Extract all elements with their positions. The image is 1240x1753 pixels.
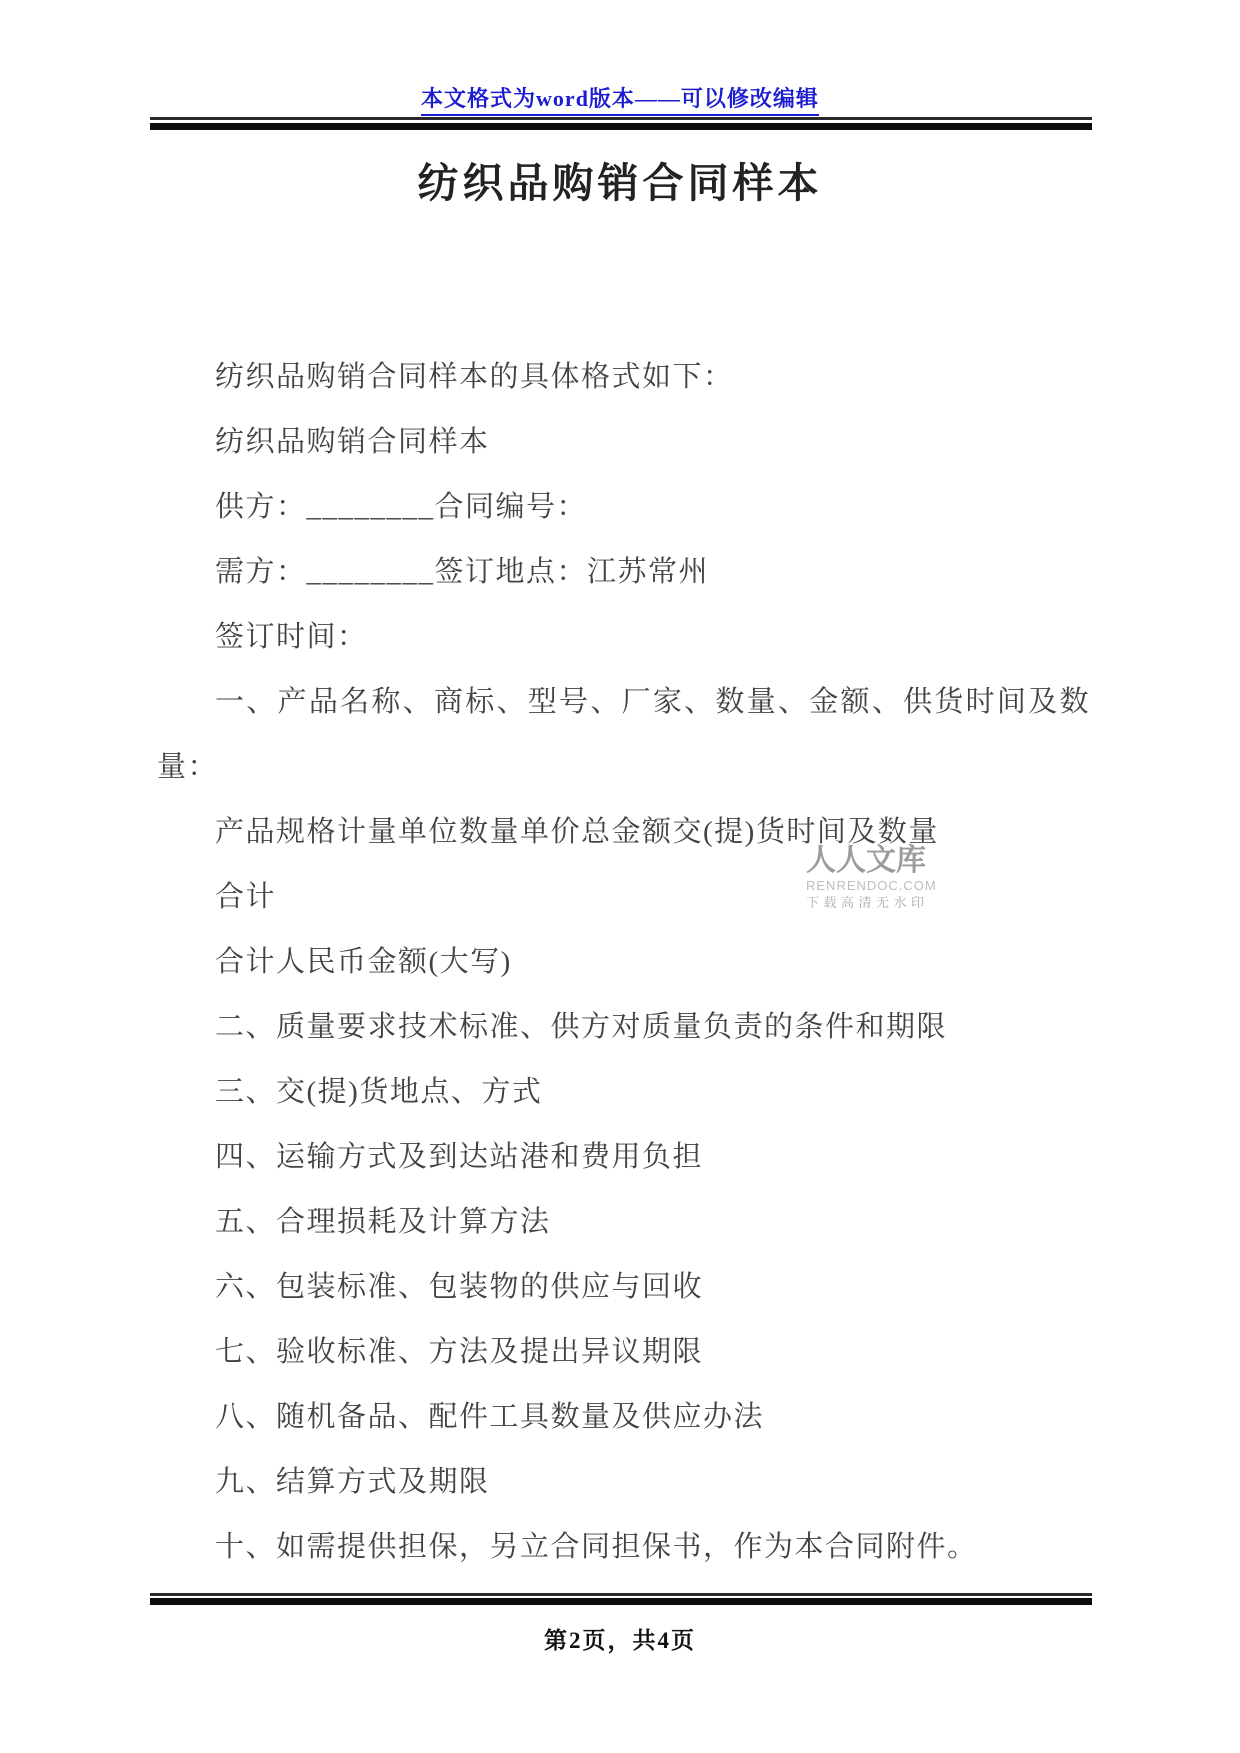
paragraph-line: 合计人民币金额(大写) (215, 946, 512, 978)
paragraph-line: 七、验收标准、方法及提出异议期限 (215, 1336, 704, 1368)
document-body (157, 345, 1090, 1580)
paragraph-line: 供方：________合同编号： (215, 491, 588, 523)
paragraph-line: 三、交(提)货地点、方式 (215, 1076, 543, 1108)
header (0, 82, 1240, 116)
watermark (806, 844, 937, 910)
paragraph-line: 九、结算方式及期限 (215, 1466, 490, 1498)
header-notice-text: 本文格式为word版本——可以修改编辑 (421, 82, 819, 116)
paragraph-line: 四、运输方式及到达站港和费用负担 (215, 1141, 704, 1173)
paragraph-line: 合计 (215, 881, 277, 913)
paragraph-line: 产品规格计量单位数量单价总金额交(提)货时间及数量 (215, 816, 939, 848)
bottom-border-thick-line (150, 1598, 1092, 1605)
paragraph-line: 二、质量要求技术标准、供方对质量负责的条件和期限 (215, 1011, 948, 1043)
paragraph-line: 五、合理损耗及计算方法 (215, 1206, 551, 1238)
watermark-tagline: 下载高清无水印 (806, 895, 929, 910)
paragraph-line: 八、随机备品、配件工具数量及供应办法 (215, 1401, 765, 1433)
paragraph-line: 量： (157, 751, 219, 783)
paragraph-line: 需方：________签订地点：江苏常州 (215, 556, 710, 588)
paragraph-line: 一、产品名称、商标、型号、厂家、数量、金额、供货时间及数 (215, 686, 1090, 718)
paragraph-line: 十、如需提供担保，另立合同担保书，作为本合同附件。 (215, 1531, 978, 1563)
paragraph-line: 签订时间： (215, 621, 368, 653)
page-title: 纺织品购销合同样本 (417, 160, 823, 206)
bottom-border-thin-line (150, 1593, 1092, 1596)
paragraph-line: 纺织品购销合同样本的具体格式如下： (215, 361, 734, 393)
top-border-thick-line (150, 123, 1092, 130)
watermark-brand: 人人文库 (806, 844, 926, 877)
watermark-domain: RENRENDOC.COM (806, 878, 937, 893)
top-border-thin-line (150, 117, 1092, 120)
paragraph-line: 纺织品购销合同样本 (215, 426, 490, 458)
page-number: 第2页，共4页 (544, 1628, 696, 1653)
paragraph-line: 六、包装标准、包装物的供应与回收 (215, 1271, 704, 1303)
